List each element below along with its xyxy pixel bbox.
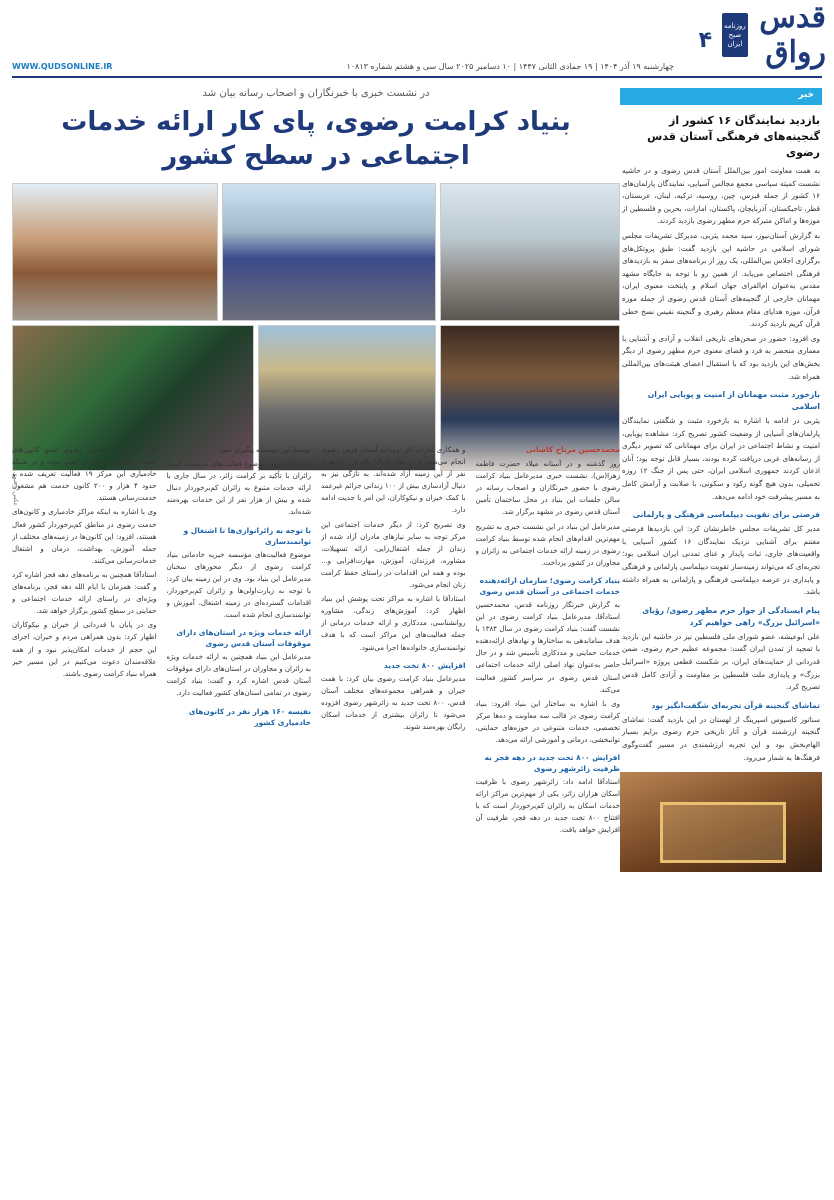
photo-credit: عکس: رضوی xyxy=(12,472,19,507)
photo-pilgrims-walking xyxy=(222,183,436,321)
article-paragraph: استادآقا با اشاره به مراکز تحت پوشش این بنیاد اظهار کرد: آموزش‌های زندگی، مشاوره روانشناسی، مددکاری و ارائه خدمات درمانی از جمله فعالیت‌های این مراکز است که با هدف توانمندسازی خانواده‌ها اجرا می‌شود. xyxy=(321,595,466,652)
sidebar-subheading: فرصتی برای تقویت دیپلماسی فرهنگی و پارلمانی xyxy=(632,510,820,520)
article-paragraph: مدیرعامل این بنیاد همچنین به ارائه خدمات ویژه به زائران و مجاوران در استان‌های دارای موقوفات آستان قدس اشاره کرد و گفت: بنیاد کرامت رضوی در تمامی استان‌های کشور فعالیت دارد. xyxy=(166,653,311,698)
masthead xyxy=(0,0,834,78)
website-link[interactable]: WWW.QUDSONLINE.IR xyxy=(12,61,113,71)
article-column xyxy=(167,444,312,1194)
photo-shrine-distribution xyxy=(440,183,620,321)
article-headline[interactable]: بنیاد کرامت رضوی، پای کار ارائه خدمات اجتماعی در سطح کشور xyxy=(61,107,571,171)
byline: محمدحسین مرتاح کاشانی xyxy=(525,445,620,454)
article-subheading: نفیسه ۱۶۰ هزار نفر در کانون‌های خادمیاری کشور xyxy=(188,706,311,727)
article-paragraph: استادآقا همچنین به برنامه‌های دهه فجر اشاره کرد و گفت: همزمان با ایام الله دهه فجر، برنامه‌های ویژه‌ای در راستای ارائه خدمات اجتماعی و حمایتی در سطح کشور برگزار خواهد شد. xyxy=(12,570,157,616)
article-column xyxy=(321,444,466,1194)
article-paragraph: و همکاری ادارات کل نذورات آستان قدس رضوی انجام می‌شود و در سال ۱۴۰۳ بالغ بر ۲۰۰ هزار نفر از این زمینه آزاد شده‌اند. به تازگی نیز به دنبال آزادسازی بیش از ۱۰۰ زندانی جرائم غیرعمد با کمک خیران و نیکوکاران، این امر با جدیت ادامه دارد. xyxy=(321,446,466,515)
date-line xyxy=(12,58,674,74)
article-subheading: بنیاد کرامت رضوی؛ سازمان ارائه‌دهنده خدمات اجتماعی در آستان قدس رضوی xyxy=(479,575,620,596)
article-subheading: با توجه به زائرانوازی‌ها تا اشتغال و توانمندسازی xyxy=(183,525,311,546)
article-paragraph: توسط این مؤسسه پیگیری شود. xyxy=(217,446,311,454)
newspaper-logo[interactable] xyxy=(722,0,826,70)
main-article xyxy=(12,80,620,1194)
article-subheading: ارائه خدمات ویژه در استان‌های دارای موقوفات آستان قدس رضوی xyxy=(176,628,311,649)
news-sidebar xyxy=(620,88,822,1194)
sidebar-paragraph: یثربی در ادامه با اشاره به بازخورد مثبت و شگفتی نمایندگان پارلمان‌های آسیایی از وضعیت کشور تصریح کرد: مشاهده پویایی، امنیت و نشاط اجتماعی در ایران برای مهمانانی که تصویر دیگری از رسانه‌های غربی دریافت کرده بودند، بسیار قابل توجه بود؛ آنان اذعان کردند جمهوری اسلامی ایران، حتی پس از جنگ ۱۲ روزه تحمیلی، بدون هیچ گونه رکود و سکونی، با صلابت و آرامش کامل به مسیر پیشرفت خود ادامه می‌دهد. xyxy=(622,416,820,501)
issue-date: چهارشنبه ۱۹ آذر ۱۴۰۴ | ۱۹ جمادی الثانی ۱۴۴۷ | ۱۰ دسامبر ۲۰۲۵ سال سی و هشتم شماره ۱۰۸۱۳ xyxy=(346,61,674,71)
article-subheading: افزایش ۸۰۰ تخت جدید xyxy=(383,660,466,670)
page-number: ۴ xyxy=(698,28,712,53)
article-paragraph: وی با اشاره به ساختار این بنیاد افزود: بنیاد کرامت رضوی در قالب سه معاونت و ده‌ها مرکز تخصصی، خدمات متنوعی در حوزه‌های حمایتی، توانبخشی، درمانی و آموزشی ارائه می‌دهد. xyxy=(475,699,620,744)
sidebar-subheading: بازخورد مثبت مهمانان از امنیت و پویایی ایران اسلامی xyxy=(647,390,820,412)
article-paragraph: مدیرعامل این بنیاد در این نشست خبری به تشریح مهم‌ترین اقدام‌های انجام شده توسط بنیاد کرامت رضوی در زمینه ارائه خدمات اجتماعی به زائران و مجاوران در کشور پرداخت. xyxy=(475,522,620,567)
header-divider xyxy=(12,76,822,78)
article-paragraph: مدیرعامل بنیاد کرامت رضوی بیان کرد: با همت خیران و همراهی مجموعه‌های مختلف آستان قدس، ۸۰۰ تخت جدید به زائرشهر رضوی افزوده می‌شود تا زائران بیشتری از خدمات اسکان رایگان بهره‌مند شوند. xyxy=(321,674,466,731)
sidebar-paragraph: علی ابوعیشه، عضو شورای ملی فلسطین نیز در حاشیه این بازدید با تمجید از تمدن ایران گفت: مجموعه عظیم حرم رضوی، ضمن قدردانی از حمایت‌های ایران، بر شکست قطعی پروژه «اسرائیل بزرگ» و پایداری ملت فلسطین بر مقاومت و آزادی کامل قدس تصریح کرد. xyxy=(622,631,820,692)
article-kicker: در نشست خبری با خبرنگاران و اصحاب رسانه بیان شد xyxy=(202,88,430,99)
article-paragraph: نفر به عنوان خادمیار رضوی عضو کانون‌های خدمت رضوی در سراسر کشور بوده و در شبکه خادمیاری این مرکز ۱۹ فعالیت تعریف شده و حدود ۴ هزار و ۲۰۰ کانون خدمت هم مشغول خدمت‌رسانی هستند. xyxy=(12,446,157,503)
article-column xyxy=(476,444,621,1194)
photo-collage xyxy=(12,183,620,471)
sidebar-subheading: تماشای گنجینه قرآن تجربه‌ای شگفت‌انگیز بود xyxy=(651,700,820,710)
article-column xyxy=(12,444,157,1194)
museum-photo xyxy=(620,772,822,872)
article-paragraph: وی با اشاره به اینکه مراکز خادمیاری و کانون‌های خدمت رضوی در مناطق کم‌برخوردار کشور فعال هستند، افزود: این کانون‌ها در زمینه‌های مختلف از جمله آموزش، بهداشت، درمان و اشتغال خدمات‌رسانی می‌کنند. xyxy=(12,508,157,565)
sidebar-title[interactable]: بازدید نمایندگان ۱۶ کشور از گنجینه‌های فرهنگی آستان قدس رضوی xyxy=(647,114,820,159)
article-paragraph: روز گذشته و در آستانه میلاد حضرت فاطمه زهرا(س)، نشست خبری مدیرعامل بنیاد کرامت رضوی با حضور خبرنگاران و اصحاب رسانه در سالن جلسات این بنیاد در محل ساختمان تأمین آستان قدس رضوی در مشهد برگزار شد. xyxy=(475,460,620,517)
sidebar-paragraph: مدیر کل تشریفات مجلس خاطرنشان کرد: این بازدیدها فرصتی مغتنم برای آشنایی نزدیک نمایندگان ۱۶ کشور آسیایی با واقعیت‌های جاری، ثبات پایدار و غنای تمدنی ایران اسلامی بود؛ تجربه‌ای که می‌تواند زمینه‌ساز تقویت دیپلماسی پارلمانی و فرهنگی و پایداری در عرصه دیپلماسی فرهنگی و پارلمانی به همراه داشته باشد. xyxy=(622,524,820,597)
sidebar-subheading: پیام ایستادگی از جوار حرم مطهر رضوی/ رؤیای «اسرائیل بزرگ» راهی خواهیم کرد xyxy=(642,605,820,627)
photo-building-aerial xyxy=(12,183,218,321)
sidebar-paragraph: سناتور کاسیوس اسپرینگ از لهستان در این بازدید گفت: تماشای گنجینه ارزشمند قرآن و آثار تاریخی حرم رضوی برایم بسیار الهام‌بخش بود و این تجربه ارزشمندی در مسیر گفت‌وگوی فرهنگ‌ها به شمار می‌رود. xyxy=(622,714,820,762)
article-columns xyxy=(12,444,620,1194)
sidebar-paragraph: به همت معاونت امور بین‌الملل آستان قدس رضوی و در حاشیه نشست کمیته سیاسی مجمع مجالس آسیایی، نمایندگان پارلمان‌های ۱۶ کشور از جمله قبرس، چین، روسیه، ترکیه، لبنان، عربستان، قطر، تاجیکستان، آذربایجان، پاکستان، امارات، بحرین و فلسطین از موزه‌ها و اماکن متبرکه حرم مطهر رضوی بازدید کردند. xyxy=(622,166,820,226)
article-paragraph: استادآقا افزود: موضوع فعالیت‌های مؤسسه خیریه زائران با تأکید بر کرامت زائر، در سال جاری با ارائه خدمات متنوع به زائران کم‌برخوردار دنبال شده و بیش از هزار نفر از این خدمات بهره‌مند شده‌اند. xyxy=(166,460,311,517)
article-paragraph: به گزارش خبرنگار روزنامه قدس، محمدحسین استادآقا، مدیرعامل بنیاد کرامت رضوی در این نشست گفت: بنیاد کرامت رضوی در سال ۱۳۸۴ با هدف ساماندهی به ساختارها و نهادهای ارائه‌دهنده خدمات حمایتی و مددکاری تأسیس شد و در حال حاضر به‌عنوان نهاد اصلی ارائه خدمات اجتماعی آستان قدس رضوی در سراسر کشور فعالیت می‌کند. xyxy=(475,600,620,694)
seal-icon: روزنامه صبح ایران xyxy=(722,13,748,57)
article-paragraph: موضوع فعالیت‌های مؤسسه خیریه خادمانی بنیاد کرامت رضوی از دیگر محورهای سخنان مدیرعامل این بنیاد بود. وی در این زمینه بیان کرد: با توجه به زیارت‌اولی‌ها و زائران کم‌برخوردار، اقدامات گسترده‌ای در زمینه اشتغال، آموزش و توانمندسازی انجام شده است. xyxy=(166,550,311,620)
news-tag: خبر xyxy=(620,88,822,105)
article-paragraph: وی در پایان با قدردانی از خیران و نیکوکاران اظهار کرد: بدون همراهی مردم و خیران، اجرای این حجم از خدمات امکان‌پذیر نبود و از همه علاقه‌مندان دعوت می‌کنیم در این مسیر خیر همراه بنیاد کرامت رضوی باشند. xyxy=(12,621,157,678)
logo-text: قدس رواق xyxy=(759,0,826,70)
article-paragraph: استادآقا ادامه داد: زائرشهر رضوی با ظرفیت اسکان هزاران زائر، یکی از مهم‌ترین مراکز ارائه خدمات اسکان به زائران کم‌برخوردار است که با افتتاح ۸۰۰ تخت جدید در دهه فجر، ظرفیت آن افزایش خواهد یافت. xyxy=(475,778,620,835)
sidebar-paragraph: به گزارش آستان‌نیوز، سید محمد یثربی، مدیرکل تشریفات مجلس شورای اسلامی در حاشیه این بازدید گفت: طبق پروتکل‌های برگزاری اجلاس بین‌المللی، یک روز از برنامه‌های سفر به بازدیدهای فرهنگی اختصاص می‌یابد. از همین رو با توجه به جایگاه مشهد مقدس به‌عنوان ام‌القرای جهان اسلام و پایتخت معنوی ایران، مهمانان خارجی از گنجینه‌های آستان قدس رضوی از جمله موزه قرآن، موزه هدایای مقام معظم رهبری و گنجینه نفیس نسخ خطی قرآن کریم بازدید کردند. xyxy=(622,230,820,329)
article-subheading: افزایش ۸۰۰ تخت جدید در دهه فجر به ظرفیت زائرشهر رضوی xyxy=(484,753,620,774)
article-paragraph: وی تصریح کرد: از دیگر خدمات اجتماعی این مرکز توجه به سایر نیازهای مادران آزاد شده از زندان از جمله اشتغال‌زایی، ارائه تسهیلات، مشاوره، فرزندان، آموزش، مهارت‌افزایی و... بوده و همه این اقدامات در راستای حفظ کرامت زنان انجام می‌شود. xyxy=(321,520,466,590)
sidebar-paragraph: وی افزود: حضور در صحن‌های تاریخی انقلاب و آزادی و آشنایی با معماری منحصر به فرد و فضای معنوی حرم مطهر رضوی از دیگر بخش‌های این بازدید بود که با استقبال اعضای هیئت‌های بین‌المللی همراه شد. xyxy=(622,333,820,381)
